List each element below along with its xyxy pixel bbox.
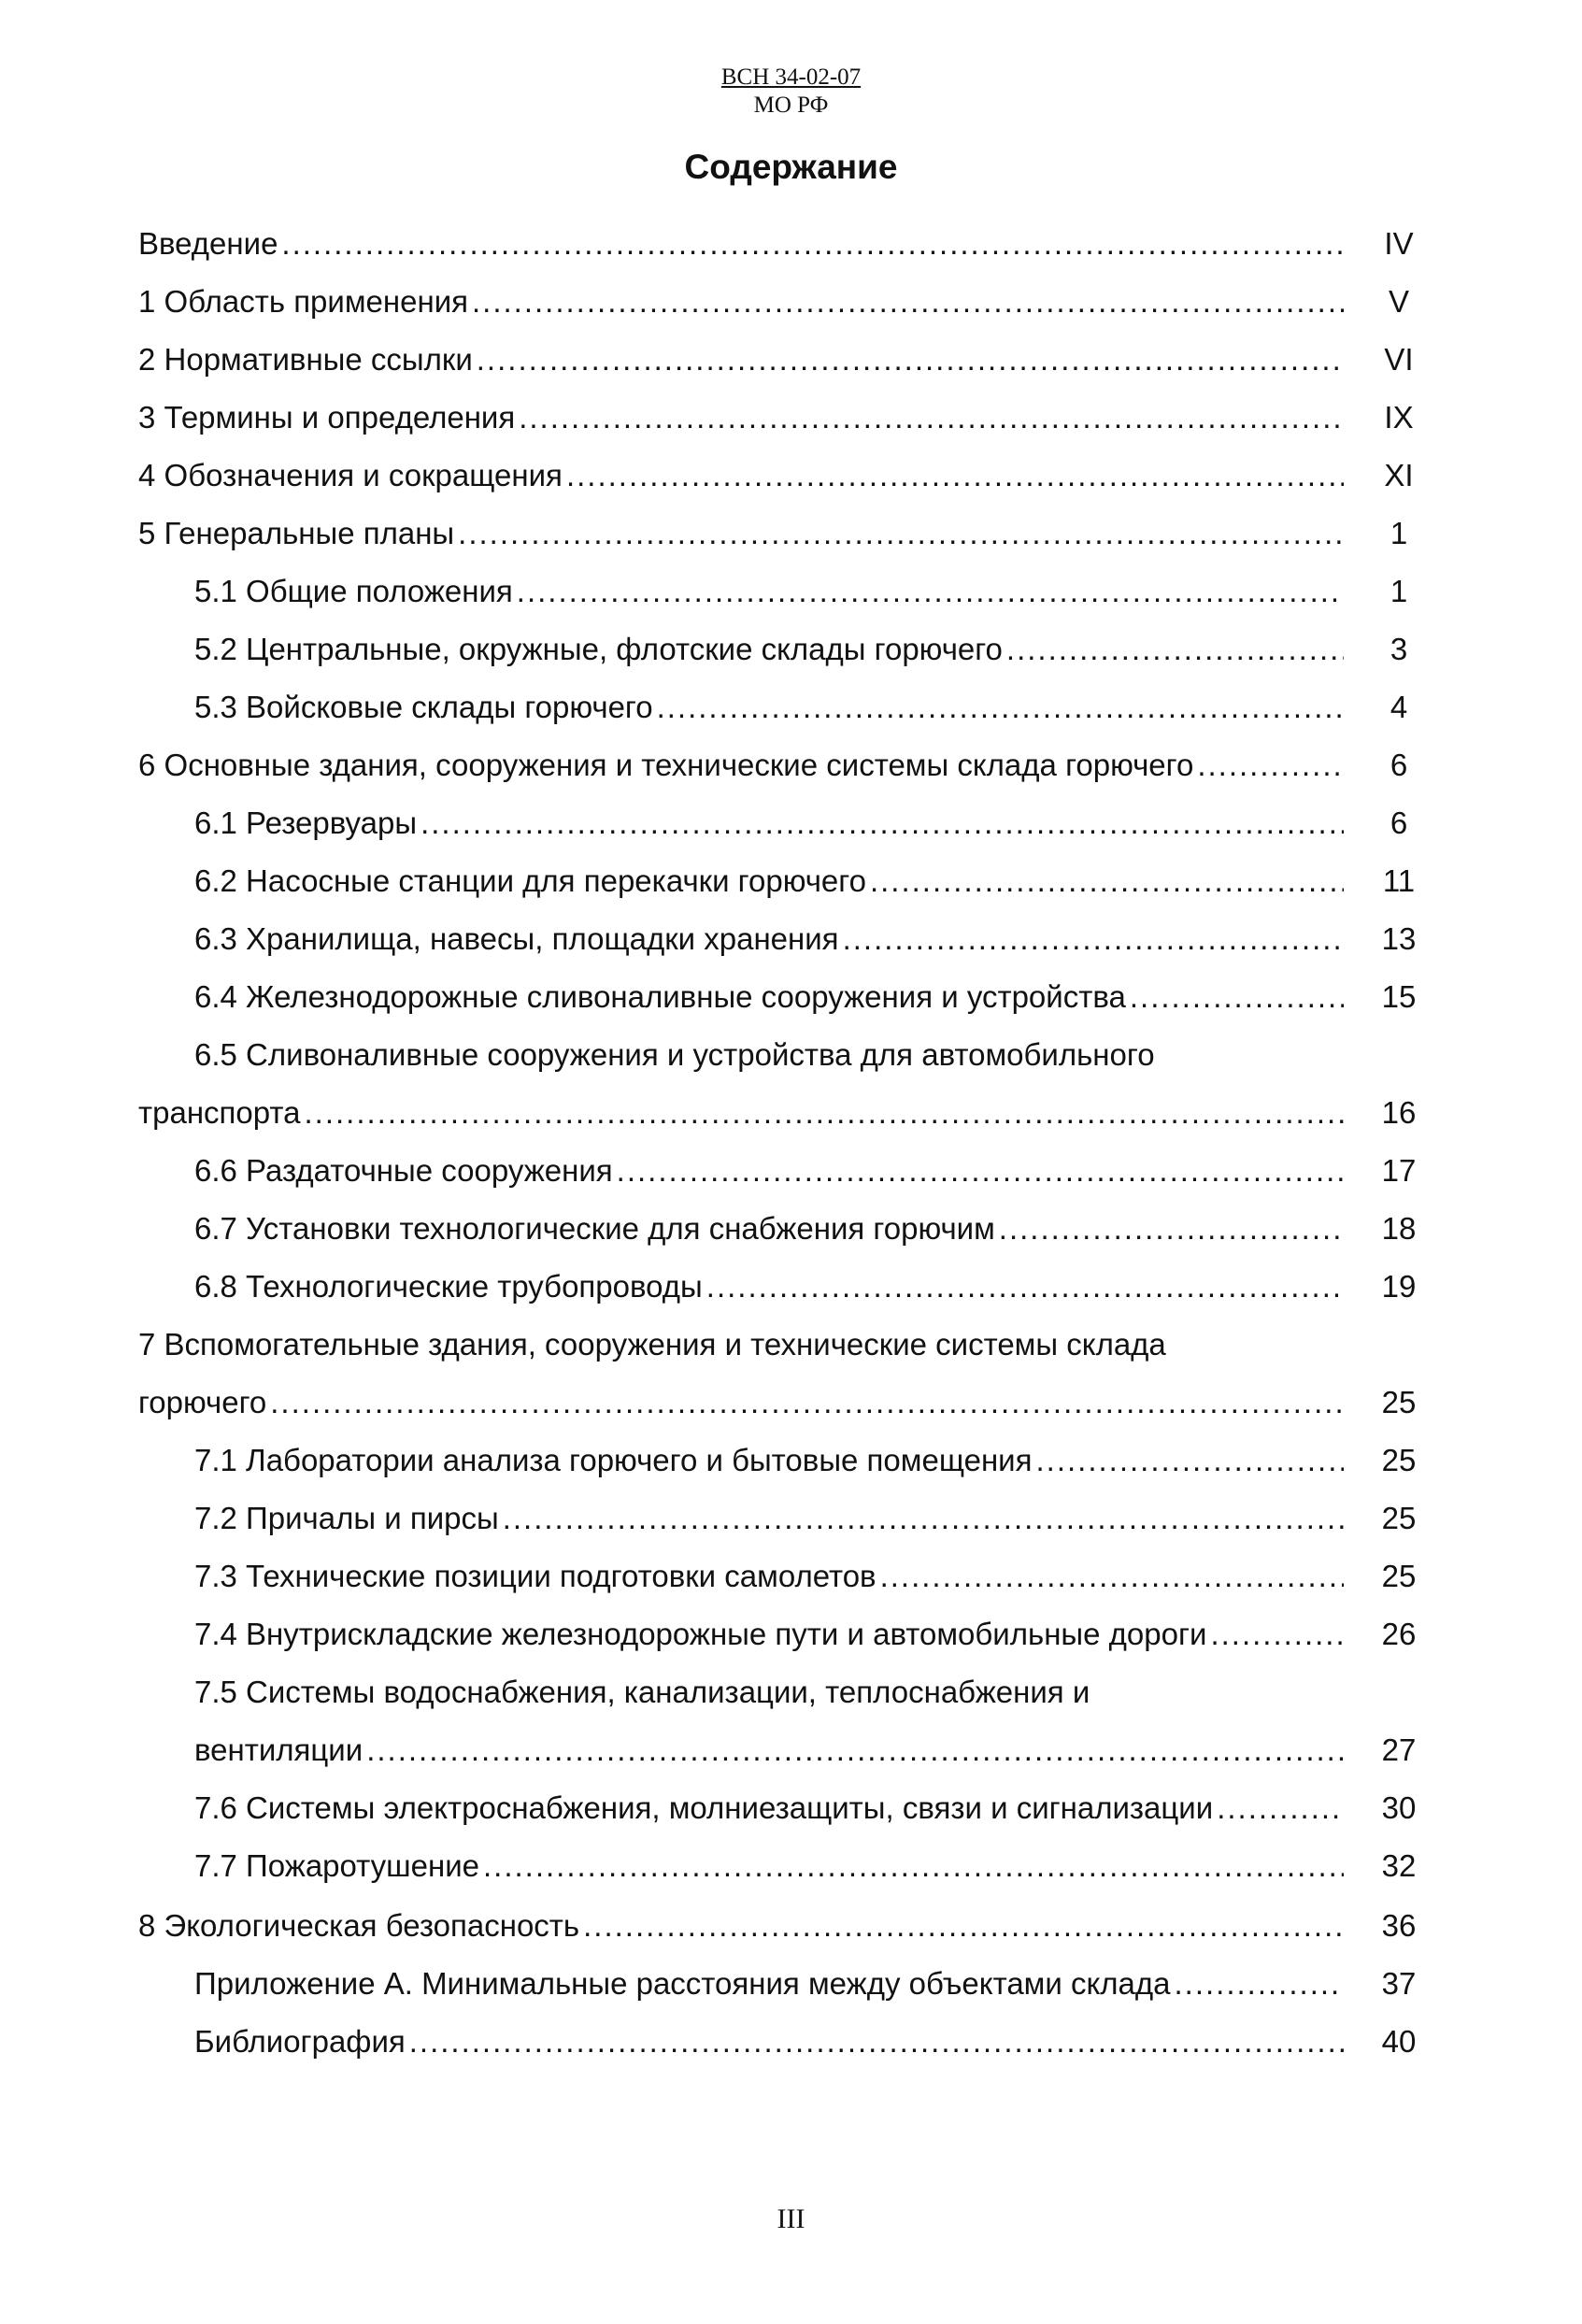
dot-leader — [870, 852, 1344, 910]
toc-entry-page: 37 — [1381, 1966, 1417, 2001]
toc-entry-label: 6.8 Технологические трубопроводы — [194, 1269, 703, 1304]
dot-leader — [270, 1374, 1344, 1432]
toc-entry-label: 7.5 Системы водоснабжения, канализации, теплоснабжения и — [194, 1675, 1090, 1709]
toc-entry-label: 7.4 Внутрискладские железнодорожные пути и автомобильные дороги — [194, 1617, 1207, 1651]
toc-entry — [138, 1142, 1437, 1200]
dot-leader — [477, 331, 1344, 389]
dot-leader — [617, 1142, 1344, 1200]
dot-leader — [281, 215, 1344, 273]
toc-entry-label: 7.3 Технические позиции подготовки самолетов — [194, 1559, 877, 1593]
toc-entry — [138, 1955, 1437, 2013]
toc-entry-label: 2 Нормативные ссылки — [138, 342, 473, 377]
toc-entry — [138, 794, 1437, 852]
toc-entry-page: 16 — [1381, 1095, 1417, 1130]
toc-entry-page: 25 — [1381, 1443, 1417, 1477]
toc-entry-label: Приложение А. Минимальные расстояния между объектами склада — [194, 1966, 1171, 2001]
dot-leader — [305, 1084, 1345, 1142]
toc-entry — [138, 1258, 1437, 1316]
toc-entry — [138, 1779, 1437, 1837]
dot-leader — [366, 1721, 1344, 1779]
toc-entry — [138, 1316, 1437, 1432]
dot-leader — [657, 678, 1344, 736]
toc-entry-page: VI — [1384, 342, 1414, 377]
toc-entry — [138, 678, 1437, 736]
dot-leader — [1175, 1955, 1345, 2013]
toc-entry-label-continued: горючего — [138, 1385, 267, 1419]
toc-entry — [138, 736, 1437, 794]
toc-entry-page: 6 — [1390, 806, 1408, 840]
toc-entry — [138, 1547, 1437, 1605]
toc-entry-page: 25 — [1381, 1559, 1417, 1593]
toc-entry-page: 18 — [1381, 1211, 1417, 1246]
toc-entry-page: 6 — [1390, 748, 1408, 782]
toc-entry-page: 11 — [1382, 863, 1416, 898]
dot-leader — [1217, 1779, 1344, 1837]
organization: МО РФ — [753, 93, 829, 118]
dot-leader — [566, 447, 1344, 505]
toc-entry — [138, 447, 1437, 505]
dot-leader — [1197, 736, 1344, 794]
dot-leader — [517, 563, 1344, 620]
toc-entry — [138, 1837, 1437, 1895]
toc-entry — [138, 620, 1437, 678]
toc-entry-page: IX — [1384, 400, 1414, 435]
toc-entry-page: 13 — [1381, 921, 1417, 956]
toc-entry — [138, 1490, 1437, 1547]
toc-entry-page: IV — [1384, 226, 1414, 261]
toc-entry-label: 4 Обозначения и сокращения — [138, 458, 563, 492]
toc-entry-label: 6.3 Хранилища, навесы, площадки хранения — [194, 921, 839, 956]
dot-leader — [409, 2013, 1344, 2071]
toc-entry-label: 6 Основные здания, сооружения и технические системы склада горючего — [138, 748, 1194, 782]
toc-entry-label: 7.6 Системы электроснабжения, молниезащиты, связи и сигнализации — [194, 1790, 1214, 1825]
document-header — [0, 64, 1582, 120]
toc-entry-label-continued: вентиляции — [194, 1732, 363, 1767]
document-code: ВСН 34-02-07 — [720, 64, 862, 90]
dot-leader — [1006, 620, 1344, 678]
toc-entry-page: 25 — [1381, 1501, 1417, 1535]
toc-entry-page: 4 — [1390, 690, 1408, 724]
toc-entry — [138, 505, 1437, 563]
toc-entry-page: 30 — [1381, 1790, 1417, 1825]
toc-entry-page: 19 — [1381, 1269, 1417, 1304]
toc-entry-label: Введение — [138, 226, 278, 261]
toc-entry — [138, 968, 1437, 1026]
toc-entry-label: 6.2 Насосные станции для перекачки горючего — [194, 863, 866, 898]
dot-leader — [503, 1490, 1344, 1547]
dot-leader — [583, 1897, 1344, 1955]
dot-leader — [1210, 1605, 1344, 1663]
toc-entry-label: 7.2 Причалы и пирсы — [194, 1501, 499, 1535]
toc-entry — [138, 1432, 1437, 1490]
toc-entry-page: 25 — [1381, 1385, 1417, 1419]
toc-entry — [138, 1897, 1437, 1955]
toc-entry-label: 5.1 Общие положения — [194, 574, 513, 608]
toc-entry-page: 17 — [1381, 1153, 1417, 1188]
toc-entry-label: Библиография — [194, 2024, 406, 2059]
toc-entry — [138, 273, 1437, 331]
dot-leader — [999, 1200, 1344, 1258]
toc-entry — [138, 1605, 1437, 1663]
toc-entry-label: 7.7 Пожаротушение — [194, 1848, 479, 1883]
toc-entry-page: 1 — [1390, 516, 1408, 550]
toc-entry — [138, 1663, 1437, 1779]
toc-entry-label: 7 Вспомогательные здания, сооружения и технические системы склада — [138, 1327, 1166, 1362]
toc-entry-page: 3 — [1390, 632, 1408, 666]
toc-entry — [138, 389, 1437, 447]
page-title: Содержание — [684, 148, 898, 186]
dot-leader — [1035, 1432, 1344, 1490]
dot-leader — [472, 273, 1344, 331]
toc-entry-page: 40 — [1381, 2024, 1417, 2059]
toc-entry-page: 27 — [1381, 1732, 1417, 1767]
toc-entry-label: 5.3 Войсковые склады горючего — [194, 690, 653, 724]
page-number: III — [777, 2203, 805, 2234]
toc-entry-label: 7.1 Лаборатории анализа горючего и бытовые помещения — [194, 1443, 1033, 1477]
toc-entry-page: XI — [1384, 458, 1414, 492]
toc-entry-page: 36 — [1381, 1908, 1417, 1943]
dot-leader — [519, 389, 1344, 447]
toc-entry — [138, 1026, 1437, 1142]
toc-entry-label: 8 Экологическая безопасность — [138, 1908, 580, 1943]
toc-entry-page: 1 — [1390, 574, 1408, 608]
toc-entry — [138, 331, 1437, 389]
toc-entry-label: 6.1 Резервуары — [194, 806, 418, 840]
toc-entry-label-continued: транспорта — [138, 1095, 301, 1130]
toc-entry-page: 15 — [1381, 979, 1417, 1014]
dot-leader — [706, 1258, 1344, 1316]
dot-leader — [880, 1547, 1344, 1605]
toc-entry — [138, 215, 1437, 273]
toc-entry-page: V — [1388, 284, 1409, 319]
toc-entry-page: 32 — [1381, 1848, 1417, 1883]
toc-entry-label: 1 Область применения — [138, 284, 468, 319]
dot-leader — [458, 505, 1344, 563]
dot-leader — [483, 1837, 1344, 1895]
toc-entry — [138, 563, 1437, 620]
toc-entry-page: 26 — [1381, 1617, 1417, 1651]
toc-entry-label: 6.7 Установки технологические для снабжения горючим — [194, 1211, 995, 1246]
toc-entry-label: 5.2 Центральные, окружные, флотские склады горючего — [194, 632, 1003, 666]
toc-entry-label: 5 Генеральные планы — [138, 516, 455, 550]
toc-entry — [138, 910, 1437, 968]
toc-entry-label: 6.6 Раздаточные сооружения — [194, 1153, 613, 1188]
dot-leader — [1130, 968, 1344, 1026]
toc-entry — [138, 2013, 1437, 2071]
dot-leader — [843, 910, 1344, 968]
toc-entry — [138, 1200, 1437, 1258]
dot-leader — [420, 794, 1344, 852]
toc-entry-label: 3 Термины и определения — [138, 400, 516, 435]
toc-entry-label: 6.4 Железнодорожные сливоналивные сооружения и устройства — [194, 979, 1126, 1014]
toc-entry — [138, 852, 1437, 910]
toc-entry-label: 6.5 Сливоналивные сооружения и устройства для автомобильного — [194, 1037, 1155, 1072]
